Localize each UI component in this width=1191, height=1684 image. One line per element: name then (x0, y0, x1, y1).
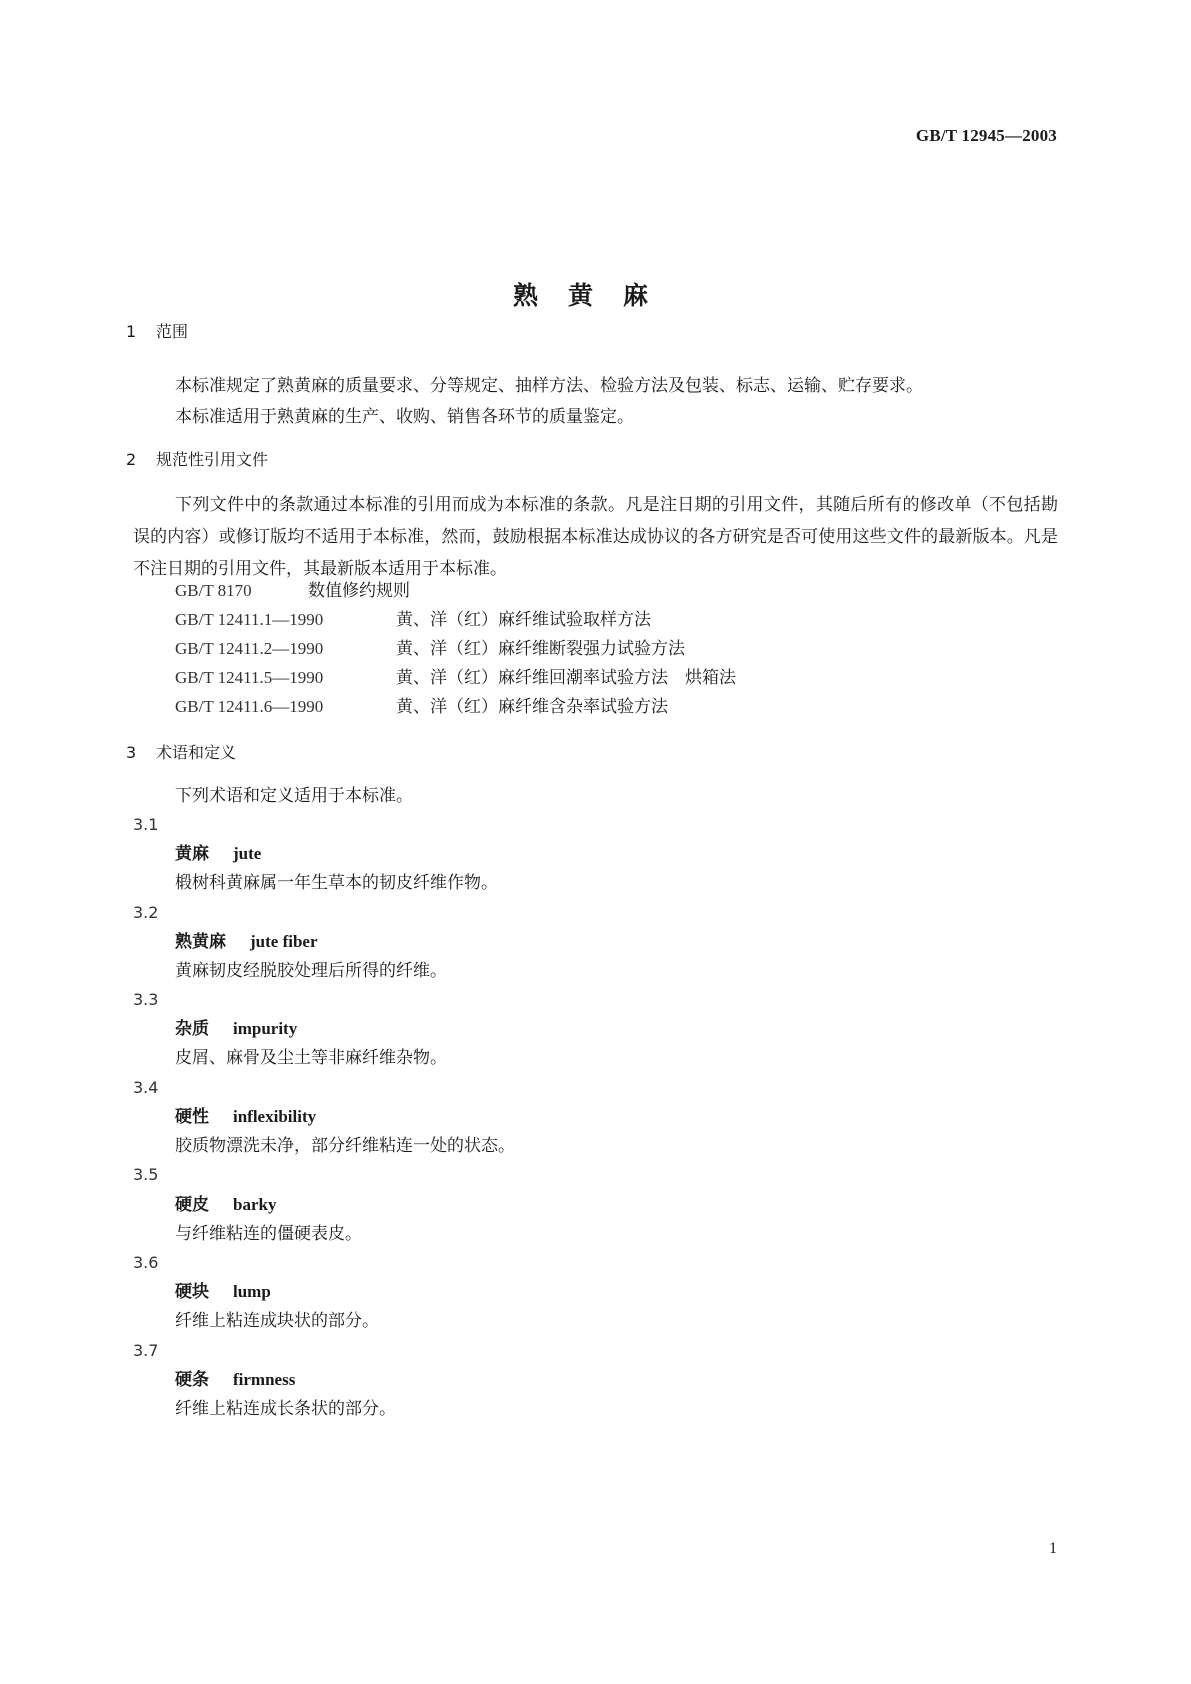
section-number: 1 (126, 322, 137, 341)
term-definition: 与纤维粘连的僵硬表皮。 (175, 1224, 362, 1244)
term-cn: 硬块 (175, 1282, 209, 1302)
term-number: 3.1 (133, 815, 159, 834)
reference-code: GB/T 12411.6—1990 (175, 697, 324, 716)
section-1-heading (126, 320, 188, 344)
term-definition: 黄麻韧皮经脱胶处理后所得的纤维。 (175, 961, 447, 981)
section-1-paragraph-2: 本标准适用于熟黄麻的生产、收购、销售各环节的质量鉴定。 (175, 407, 634, 427)
reference-code: GB/T 12411.2—1990 (175, 639, 324, 658)
reference-code: GB/T 12411.5—1990 (175, 668, 324, 687)
term-en: inflexibility (233, 1107, 317, 1126)
term-heading (175, 1280, 271, 1304)
section-number: 3 (126, 743, 137, 762)
reference-title: 数值修约规则 (308, 581, 410, 601)
section-title: 范围 (156, 322, 189, 341)
reference-code: GB/T 8170 (175, 581, 252, 600)
term-heading (175, 1105, 316, 1129)
term-cn: 杂质 (175, 1019, 209, 1039)
term-heading (175, 1017, 297, 1041)
term-heading (175, 842, 261, 866)
term-number: 3.2 (133, 903, 159, 922)
term-number: 3.4 (133, 1078, 159, 1097)
term-en: jute fiber (250, 932, 318, 951)
section-3-heading (126, 741, 236, 765)
term-number: 3.5 (133, 1165, 159, 1184)
term-en: firmness (233, 1370, 296, 1389)
reference-item (175, 579, 410, 603)
term-definition: 皮屑、麻骨及尘土等非麻纤维杂物。 (175, 1048, 447, 1068)
reference-item (175, 637, 685, 661)
term-definition: 纤维上粘连成长条状的部分。 (175, 1399, 396, 1419)
term-en: impurity (233, 1019, 298, 1038)
term-en: barky (233, 1195, 277, 1214)
term-cn: 硬皮 (175, 1195, 209, 1215)
section-2-heading (126, 448, 268, 472)
section-1-paragraph-1: 本标准规定了熟黄麻的质量要求、分等规定、抽样方法、检验方法及包装、标志、运输、贮存要求。 (175, 376, 923, 396)
term-en: lump (233, 1282, 271, 1301)
term-heading (175, 1193, 276, 1217)
reference-item (175, 695, 668, 719)
term-number: 3.3 (133, 990, 159, 1009)
term-definition: 胶质物漂洗未净，部分纤维粘连一处的状态。 (175, 1136, 515, 1156)
term-heading (175, 930, 318, 954)
term-number: 3.7 (133, 1341, 159, 1360)
reference-item (175, 666, 736, 690)
section-3-intro: 下列术语和定义适用于本标准。 (175, 786, 413, 806)
term-number: 3.6 (133, 1253, 159, 1272)
section-title: 规范性引用文件 (156, 450, 269, 469)
reference-title: 黄、洋（红）麻纤维含杂率试验方法 (396, 697, 668, 717)
term-cn: 硬性 (175, 1107, 209, 1127)
section-number: 2 (126, 450, 137, 469)
term-cn: 黄麻 (175, 844, 209, 864)
term-definition: 椴树科黄麻属一年生草本的韧皮纤维作物。 (175, 873, 498, 893)
reference-code: GB/T 12411.1—1990 (175, 610, 324, 629)
reference-item (175, 608, 651, 632)
term-cn: 硬条 (175, 1370, 209, 1390)
term-en: jute (233, 844, 262, 863)
reference-title: 黄、洋（红）麻纤维断裂强力试验方法 (396, 639, 685, 659)
reference-title: 黄、洋（红）麻纤维试验取样方法 (396, 610, 651, 630)
reference-title: 黄、洋（红）麻纤维回潮率试验方法 烘箱法 (396, 668, 736, 688)
section-title: 术语和定义 (156, 743, 237, 762)
term-definition: 纤维上粘连成块状的部分。 (175, 1311, 379, 1331)
standard-code: GB/T 12945—2003 (915, 126, 1057, 145)
term-heading (175, 1368, 295, 1392)
page-title: 熟黄麻 (512, 281, 678, 310)
term-cn: 熟黄麻 (175, 932, 226, 952)
page-number: 1 (1049, 1540, 1057, 1557)
section-2-intro: 下列文件中的条款通过本标准的引用而成为本标准的条款。凡是注日期的引用文件，其随后所有的修改单（不包括勘误的内容）或修订版均不适用于本标准，然而，鼓励根据本标准达成协议的各方研究是否可使用这些文件的最新版本。凡是不注日期的引用文件，其最新版本适用于本标准。 (133, 495, 1058, 579)
